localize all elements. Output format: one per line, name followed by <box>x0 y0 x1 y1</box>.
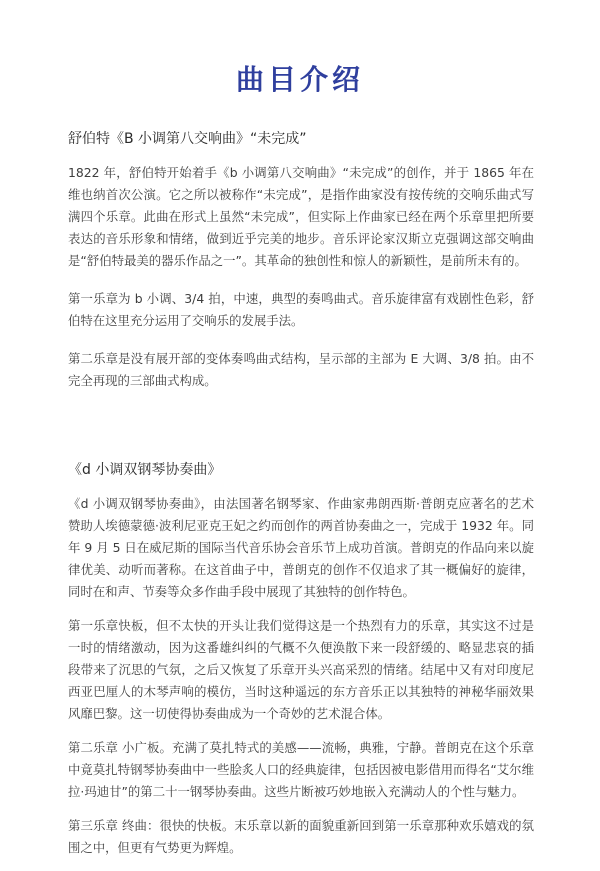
page-title: 曲目介绍 <box>235 63 364 96</box>
section-schubert <box>68 130 534 408</box>
paragraph: 第二乐章 小广板。充满了莫扎特式的美感——流畅，典雅，宁静。普朗克在这个乐章中竟莫扎特钢琴协奏曲中一些脍炙人口的经典旋律，包括因被电影借用而得名“艾尔维拉·玛迪甘”的第二十一钢琴协奏曲。这些片断被巧妙地嵌入充满动人的个性与魅力。 <box>68 740 534 799</box>
paragraph: 《d 小调双钢琴协奏曲》，由法国著名钢琴家、作曲家弗朗西斯·普朗克应著名的艺术赞助人埃德蒙德·波利尼亚克王妃之约而创作的两首协奏曲之一，完成于 1932 年。同年 9 月 5 日在威尼斯的国际当代音乐协会音乐节上成功首演。普朗克的作品向来以旋律优美、动听而著称。在这首曲子中，普朗克的创作不仅追求了其一概偏好的旋律，同时在和声、节奏等众多作曲手段中展现了其独特的创作特色。 <box>68 496 534 599</box>
section-heading: 舒伯特《B 小调第八交响曲》“未完成” <box>68 131 307 147</box>
paragraph: 第二乐章是没有展开部的变体奏鸣曲式结构，呈示部的主部为 E 大调、3/8 拍。由不完全再现的三部曲式构成。 <box>68 351 534 388</box>
section-poulenc <box>68 461 534 871</box>
paragraph: 1822 年，舒伯特开始着手《b 小调第八交响曲》“未完成”的创作，并于 1865 年在维也纳首次公演。它之所以被称作“未完成”，是指作曲家没有按传统的交响乐曲式写满四个乐章。此曲在形式上虽然“未完成”，但实际上作曲家已经在两个乐章里把所要表达的音乐形象和情绪，做到近乎完美的地步。音乐评论家汉斯立克强调这部交响曲是“舒伯特最美的器乐作品之一”。其革命的独创性和惊人的新颖性，是前所未有的。 <box>68 165 534 268</box>
paragraph: 第一乐章为 b 小调、3/4 拍，中速，典型的奏鸣曲式。音乐旋律富有戏剧性色彩，舒伯特在这里充分运用了交响乐的发展手法。 <box>68 291 534 328</box>
paragraph: 第三乐章 终曲：很快的快板。末乐章以新的面貌重新回到第一乐章那种欢乐嬉戏的氛围之中，但更有气势更为辉煌。 <box>68 818 534 855</box>
section-heading: 《d 小调双钢琴协奏曲》 <box>68 462 222 478</box>
paragraph: 第一乐章快板，但不太快的开头让我们觉得这是一个热烈有力的乐章，其实这不过是一时的情绪激动，因为这番雄纠纠的气概不久便涣散下来一段舒缓的、略显悲哀的插段带来了沉思的气氛，之后又恢复了乐章开头兴高采烈的情绪。结尾中又有对印度尼西亚巴厘人的木琴声响的模仿，当时这种遥远的东方音乐正以其独特的神秘华丽效果风靡巴黎。这一切使得协奏曲成为一个奇妙的艺术混合体。 <box>68 618 534 721</box>
